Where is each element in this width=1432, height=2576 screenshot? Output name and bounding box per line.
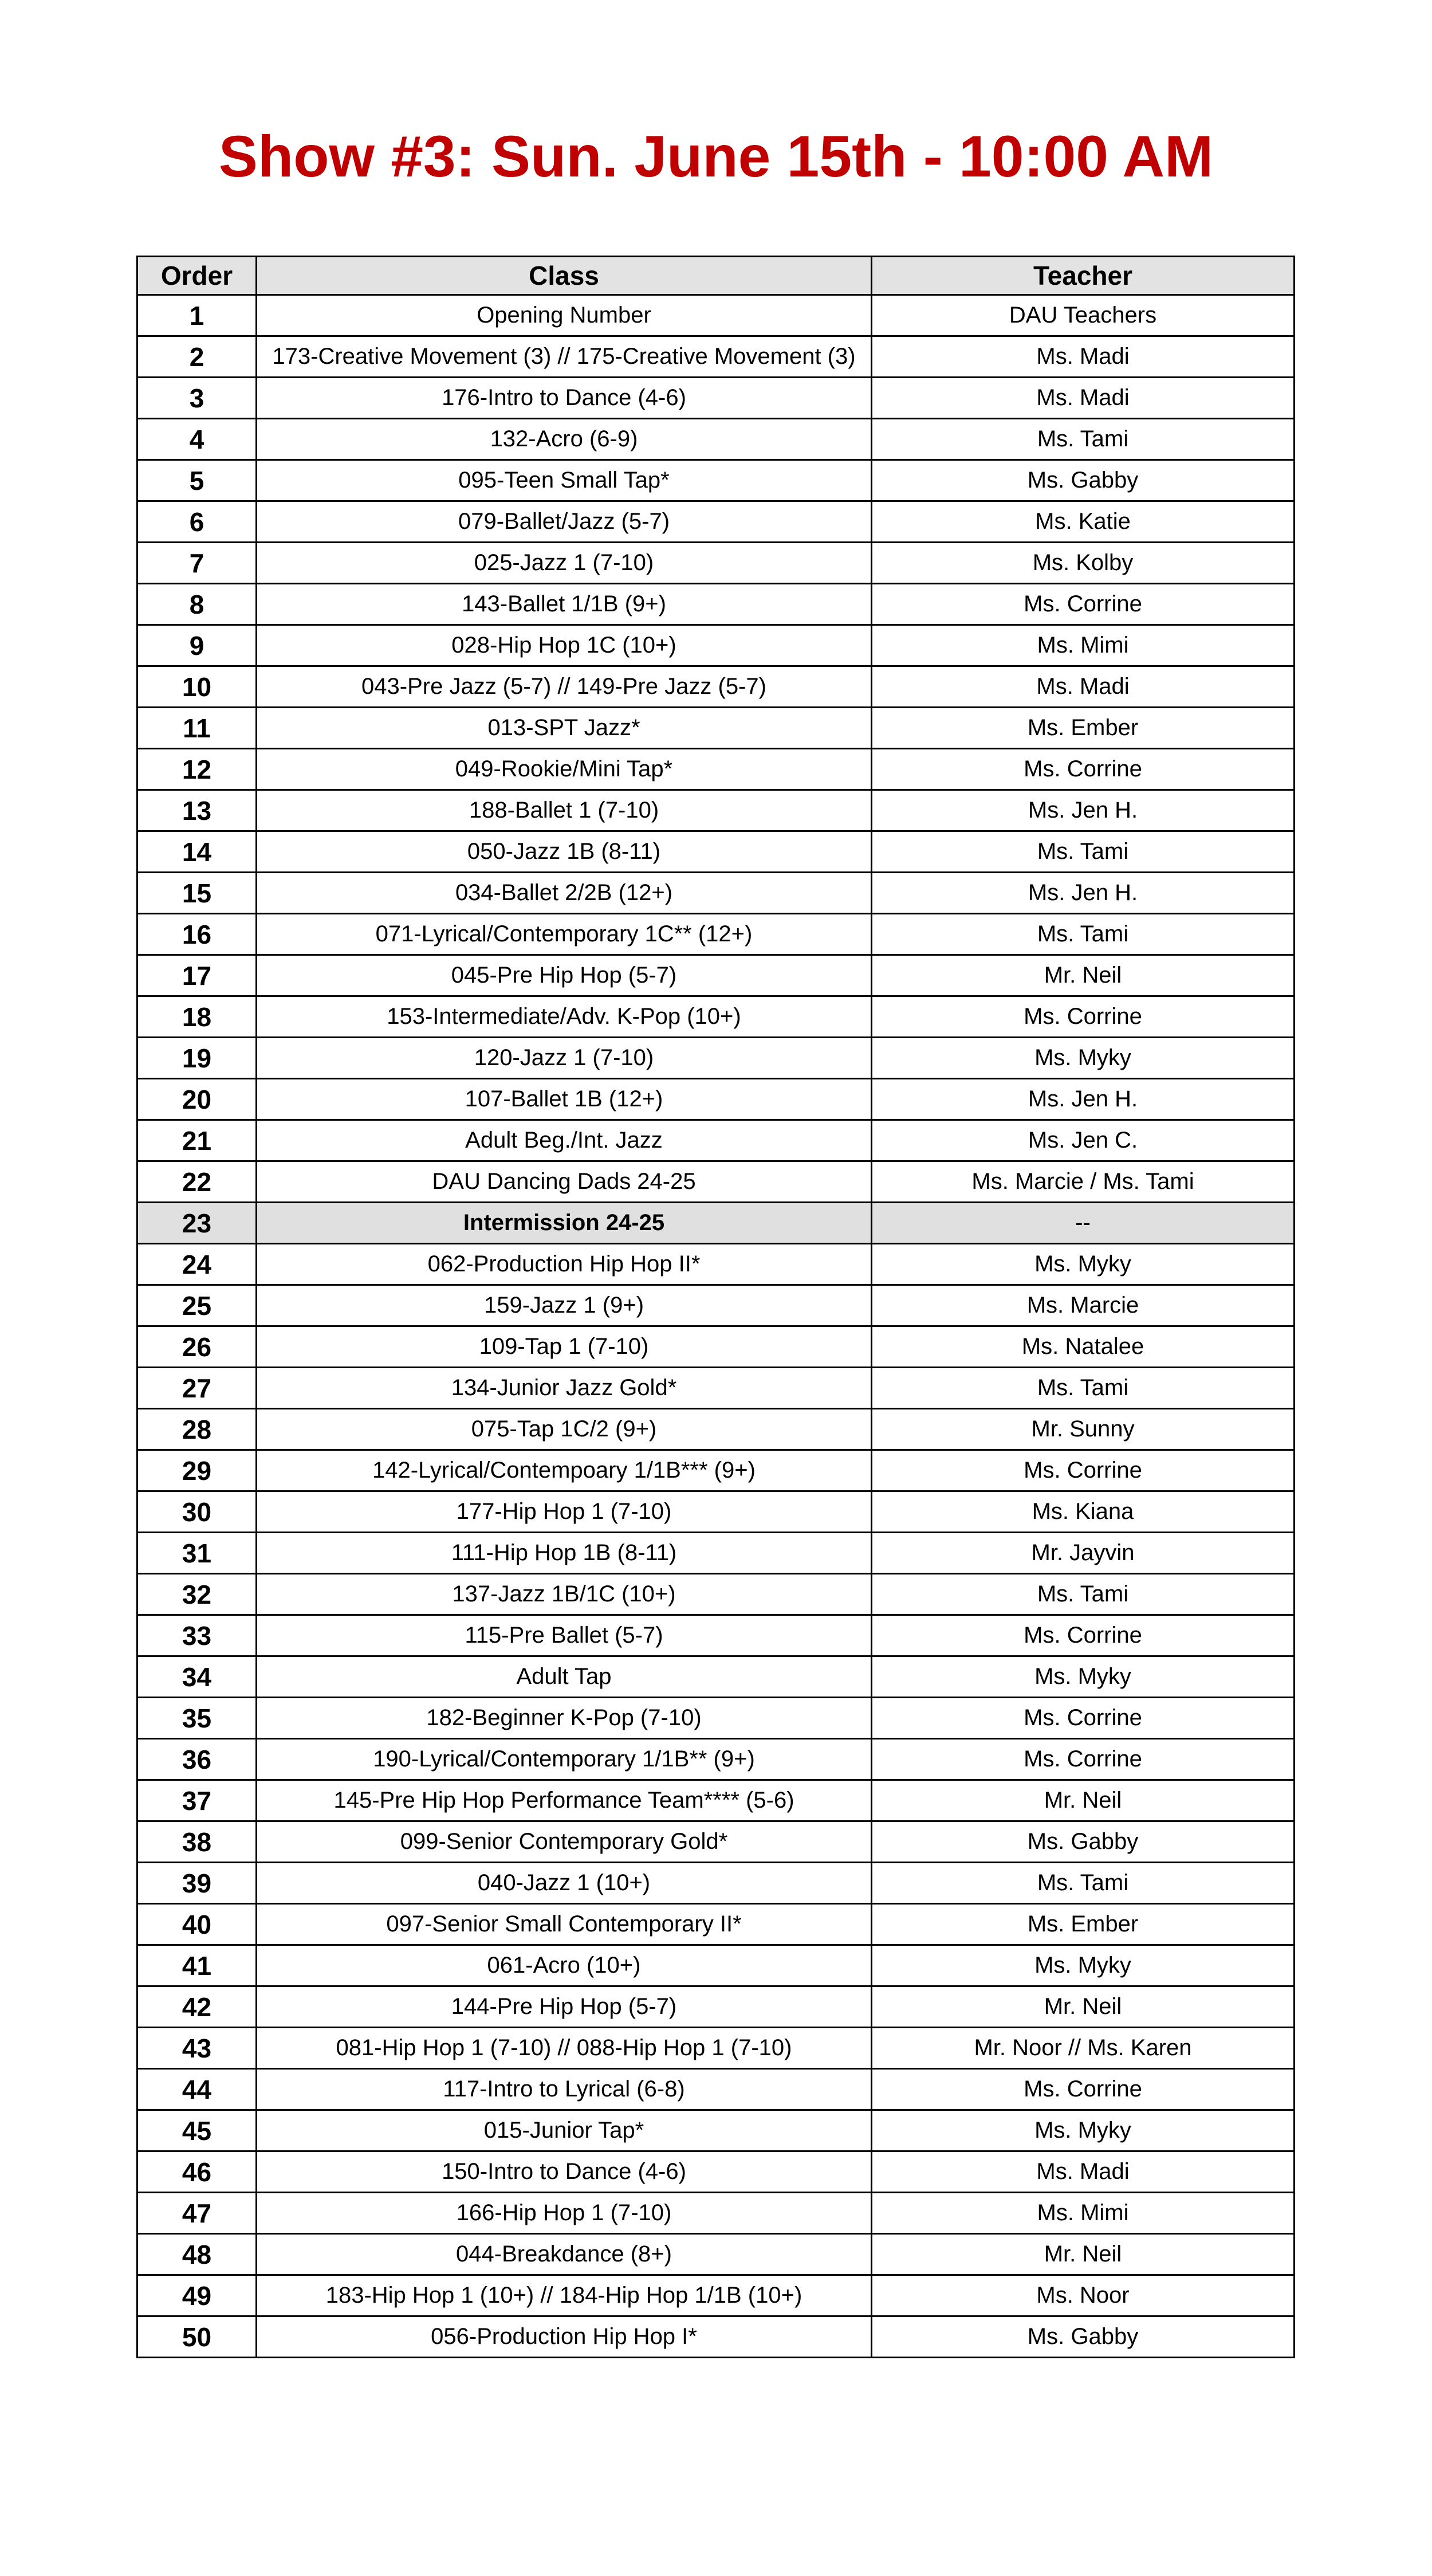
table-row bbox=[137, 460, 1295, 501]
teacher-cell: Ms. Corrine bbox=[872, 1450, 1295, 1491]
class-cell: 153-Intermediate/Adv. K-Pop (10+) bbox=[257, 996, 872, 1038]
table-row bbox=[137, 955, 1295, 996]
class-cell: Adult Tap bbox=[257, 1656, 872, 1698]
table-row bbox=[137, 625, 1295, 666]
class-cell: 099-Senior Contemporary Gold* bbox=[257, 1821, 872, 1863]
table-row bbox=[137, 708, 1295, 749]
order-cell: 24 bbox=[137, 1244, 257, 1285]
class-cell: 025-Jazz 1 (7-10) bbox=[257, 543, 872, 584]
teacher-cell: Ms. Mimi bbox=[872, 2193, 1295, 2234]
table-row bbox=[137, 378, 1295, 419]
table-row bbox=[137, 1450, 1295, 1491]
order-cell: 16 bbox=[137, 914, 257, 955]
class-cell: 182-Beginner K-Pop (7-10) bbox=[257, 1698, 872, 1739]
class-cell: 166-Hip Hop 1 (7-10) bbox=[257, 2193, 872, 2234]
order-cell: 21 bbox=[137, 1120, 257, 1161]
order-cell: 47 bbox=[137, 2193, 257, 2234]
class-cell: 044-Breakdance (8+) bbox=[257, 2234, 872, 2275]
class-cell: 120-Jazz 1 (7-10) bbox=[257, 1038, 872, 1079]
table-row bbox=[137, 1491, 1295, 1533]
order-cell: 35 bbox=[137, 1698, 257, 1739]
order-cell: 14 bbox=[137, 831, 257, 873]
table-row bbox=[137, 1533, 1295, 1574]
class-cell: 013-SPT Jazz* bbox=[257, 708, 872, 749]
class-cell: 177-Hip Hop 1 (7-10) bbox=[257, 1491, 872, 1533]
teacher-cell: Ms. Myky bbox=[872, 1038, 1295, 1079]
teacher-cell: Ms. Tami bbox=[872, 1863, 1295, 1904]
teacher-cell: Ms. Gabby bbox=[872, 460, 1295, 501]
teacher-cell: Ms. Tami bbox=[872, 831, 1295, 873]
teacher-cell: Ms. Myky bbox=[872, 1244, 1295, 1285]
teacher-cell: Ms. Tami bbox=[872, 914, 1295, 955]
table-row bbox=[137, 584, 1295, 625]
teacher-cell: Mr. Noor // Ms. Karen bbox=[872, 2028, 1295, 2069]
table-row bbox=[137, 2234, 1295, 2275]
teacher-cell: Mr. Neil bbox=[872, 1986, 1295, 2028]
class-cell: 132-Acro (6-9) bbox=[257, 419, 872, 460]
teacher-cell: Ms. Corrine bbox=[872, 584, 1295, 625]
class-cell: 075-Tap 1C/2 (9+) bbox=[257, 1409, 872, 1450]
teacher-cell: Mr. Neil bbox=[872, 1780, 1295, 1821]
table-row bbox=[137, 2028, 1295, 2069]
teacher-cell: Ms. Jen H. bbox=[872, 1079, 1295, 1120]
teacher-cell: Ms. Corrine bbox=[872, 1615, 1295, 1656]
teacher-cell: Mr. Jayvin bbox=[872, 1533, 1295, 1574]
class-cell: 095-Teen Small Tap* bbox=[257, 460, 872, 501]
teacher-cell: Ms. Mimi bbox=[872, 625, 1295, 666]
class-cell: 062-Production Hip Hop II* bbox=[257, 1244, 872, 1285]
teacher-cell: Ms. Madi bbox=[872, 378, 1295, 419]
teacher-cell: -- bbox=[872, 1203, 1295, 1244]
order-cell: 46 bbox=[137, 2151, 257, 2193]
table-row bbox=[137, 336, 1295, 378]
order-cell: 42 bbox=[137, 1986, 257, 2028]
teacher-column-header: Teacher bbox=[872, 257, 1295, 295]
table-row bbox=[137, 1986, 1295, 2028]
teacher-cell: Ms. Madi bbox=[872, 666, 1295, 708]
table-row bbox=[137, 1368, 1295, 1409]
class-cell: 109-Tap 1 (7-10) bbox=[257, 1326, 872, 1368]
table-row bbox=[137, 873, 1295, 914]
table-row bbox=[137, 666, 1295, 708]
teacher-cell: Ms. Katie bbox=[872, 501, 1295, 543]
order-cell: 17 bbox=[137, 955, 257, 996]
order-cell: 37 bbox=[137, 1780, 257, 1821]
order-column-header: Order bbox=[137, 257, 257, 295]
teacher-cell: Ms. Marcie bbox=[872, 1285, 1295, 1326]
table-row bbox=[137, 2069, 1295, 2110]
table-row bbox=[137, 914, 1295, 955]
teacher-cell: Ms. Marcie / Ms. Tami bbox=[872, 1161, 1295, 1203]
class-cell: 097-Senior Small Contemporary II* bbox=[257, 1904, 872, 1945]
table-row bbox=[137, 2316, 1295, 2358]
teacher-cell: Ms. Kiana bbox=[872, 1491, 1295, 1533]
teacher-cell: Ms. Corrine bbox=[872, 749, 1295, 790]
table-row bbox=[137, 295, 1295, 336]
table-row bbox=[137, 2151, 1295, 2193]
class-cell: 144-Pre Hip Hop (5-7) bbox=[257, 1986, 872, 2028]
table-row bbox=[137, 1038, 1295, 1079]
class-cell: 040-Jazz 1 (10+) bbox=[257, 1863, 872, 1904]
class-cell: 145-Pre Hip Hop Performance Team**** (5-6) bbox=[257, 1780, 872, 1821]
table-row bbox=[137, 1615, 1295, 1656]
table-row bbox=[137, 1161, 1295, 1203]
class-cell: 150-Intro to Dance (4-6) bbox=[257, 2151, 872, 2193]
class-cell: 142-Lyrical/Contempoary 1/1B*** (9+) bbox=[257, 1450, 872, 1491]
order-cell: 22 bbox=[137, 1161, 257, 1203]
order-cell: 45 bbox=[137, 2110, 257, 2151]
table-header-row bbox=[137, 257, 1295, 295]
table-row bbox=[137, 1698, 1295, 1739]
teacher-cell: Ms. Natalee bbox=[872, 1326, 1295, 1368]
teacher-cell: Mr. Sunny bbox=[872, 1409, 1295, 1450]
table-row bbox=[137, 2275, 1295, 2316]
table-row bbox=[137, 996, 1295, 1038]
class-cell: Adult Beg./Int. Jazz bbox=[257, 1120, 872, 1161]
teacher-cell: Ms. Tami bbox=[872, 1574, 1295, 1615]
order-cell: 20 bbox=[137, 1079, 257, 1120]
teacher-cell: Ms. Madi bbox=[872, 2151, 1295, 2193]
table-row bbox=[137, 1656, 1295, 1698]
table-row bbox=[137, 1945, 1295, 1986]
table-row bbox=[137, 2193, 1295, 2234]
class-cell: 061-Acro (10+) bbox=[257, 1945, 872, 1986]
table-row bbox=[137, 749, 1295, 790]
teacher-cell: Ms. Gabby bbox=[872, 2316, 1295, 2358]
order-cell: 28 bbox=[137, 1409, 257, 1450]
class-cell: 056-Production Hip Hop I* bbox=[257, 2316, 872, 2358]
teacher-cell: Ms. Corrine bbox=[872, 1698, 1295, 1739]
order-cell: 38 bbox=[137, 1821, 257, 1863]
order-cell: 18 bbox=[137, 996, 257, 1038]
class-cell: 115-Pre Ballet (5-7) bbox=[257, 1615, 872, 1656]
teacher-cell: Ms. Ember bbox=[872, 1904, 1295, 1945]
teacher-cell: Ms. Myky bbox=[872, 1656, 1295, 1698]
order-cell: 4 bbox=[137, 419, 257, 460]
teacher-cell: Mr. Neil bbox=[872, 2234, 1295, 2275]
class-cell: 079-Ballet/Jazz (5-7) bbox=[257, 501, 872, 543]
table-row bbox=[137, 831, 1295, 873]
order-cell: 32 bbox=[137, 1574, 257, 1615]
table-row bbox=[137, 1120, 1295, 1161]
order-cell: 34 bbox=[137, 1656, 257, 1698]
class-cell: 107-Ballet 1B (12+) bbox=[257, 1079, 872, 1120]
teacher-cell: Ms. Noor bbox=[872, 2275, 1295, 2316]
class-cell: 071-Lyrical/Contemporary 1C** (12+) bbox=[257, 914, 872, 955]
order-cell: 40 bbox=[137, 1904, 257, 1945]
teacher-cell: Ms. Jen H. bbox=[872, 873, 1295, 914]
order-cell: 19 bbox=[137, 1038, 257, 1079]
class-cell: 188-Ballet 1 (7-10) bbox=[257, 790, 872, 831]
order-cell: 49 bbox=[137, 2275, 257, 2316]
class-cell: Intermission 24-25 bbox=[257, 1203, 872, 1244]
table-row bbox=[137, 1285, 1295, 1326]
class-cell: Opening Number bbox=[257, 295, 872, 336]
teacher-cell: Ms. Gabby bbox=[872, 1821, 1295, 1863]
order-cell: 41 bbox=[137, 1945, 257, 1986]
table-row bbox=[137, 501, 1295, 543]
order-cell: 8 bbox=[137, 584, 257, 625]
class-cell: 137-Jazz 1B/1C (10+) bbox=[257, 1574, 872, 1615]
teacher-cell: Ms. Madi bbox=[872, 336, 1295, 378]
teacher-cell: Ms. Jen C. bbox=[872, 1120, 1295, 1161]
class-cell: 015-Junior Tap* bbox=[257, 2110, 872, 2151]
table-row bbox=[137, 1079, 1295, 1120]
order-cell: 5 bbox=[137, 460, 257, 501]
class-cell: 159-Jazz 1 (9+) bbox=[257, 1285, 872, 1326]
teacher-cell: Ms. Corrine bbox=[872, 996, 1295, 1038]
teacher-cell: Ms. Jen H. bbox=[872, 790, 1295, 831]
order-cell: 29 bbox=[137, 1450, 257, 1491]
class-cell: 043-Pre Jazz (5-7) // 149-Pre Jazz (5-7) bbox=[257, 666, 872, 708]
order-cell: 26 bbox=[137, 1326, 257, 1368]
page-title: Show #3: Sun. June 15th - 10:00 AM bbox=[218, 124, 1214, 189]
order-cell: 25 bbox=[137, 1285, 257, 1326]
class-cell: 028-Hip Hop 1C (10+) bbox=[257, 625, 872, 666]
order-cell: 36 bbox=[137, 1739, 257, 1780]
order-cell: 13 bbox=[137, 790, 257, 831]
table-row bbox=[137, 1244, 1295, 1285]
table-row bbox=[137, 1821, 1295, 1863]
order-cell: 31 bbox=[137, 1533, 257, 1574]
table-row bbox=[137, 543, 1295, 584]
class-cell: 081-Hip Hop 1 (7-10) // 088-Hip Hop 1 (7-10) bbox=[257, 2028, 872, 2069]
table-row bbox=[137, 1780, 1295, 1821]
class-cell: 111-Hip Hop 1B (8-11) bbox=[257, 1533, 872, 1574]
teacher-cell: Ms. Tami bbox=[872, 1368, 1295, 1409]
order-cell: 27 bbox=[137, 1368, 257, 1409]
order-cell: 9 bbox=[137, 625, 257, 666]
table-row bbox=[137, 1863, 1295, 1904]
order-cell: 44 bbox=[137, 2069, 257, 2110]
table-row bbox=[137, 1409, 1295, 1450]
order-cell: 2 bbox=[137, 336, 257, 378]
class-cell: 134-Junior Jazz Gold* bbox=[257, 1368, 872, 1409]
class-cell: 034-Ballet 2/2B (12+) bbox=[257, 873, 872, 914]
order-cell: 48 bbox=[137, 2234, 257, 2275]
table-row bbox=[137, 790, 1295, 831]
teacher-cell: Ms. Myky bbox=[872, 1945, 1295, 1986]
table-row bbox=[137, 1574, 1295, 1615]
teacher-cell: Mr. Neil bbox=[872, 955, 1295, 996]
order-cell: 3 bbox=[137, 378, 257, 419]
order-cell: 6 bbox=[137, 501, 257, 543]
teacher-cell: Ms. Kolby bbox=[872, 543, 1295, 584]
class-cell: 045-Pre Hip Hop (5-7) bbox=[257, 955, 872, 996]
class-cell: 143-Ballet 1/1B (9+) bbox=[257, 584, 872, 625]
class-cell: 049-Rookie/Mini Tap* bbox=[257, 749, 872, 790]
teacher-cell: Ms. Corrine bbox=[872, 2069, 1295, 2110]
teacher-cell: Ms. Corrine bbox=[872, 1739, 1295, 1780]
order-cell: 43 bbox=[137, 2028, 257, 2069]
table-row bbox=[137, 2110, 1295, 2151]
teacher-cell: Ms. Myky bbox=[872, 2110, 1295, 2151]
class-cell: 173-Creative Movement (3) // 175-Creative Movement (3) bbox=[257, 336, 872, 378]
class-cell: 190-Lyrical/Contemporary 1/1B** (9+) bbox=[257, 1739, 872, 1780]
table-row bbox=[137, 1326, 1295, 1368]
class-cell: 183-Hip Hop 1 (10+) // 184-Hip Hop 1/1B (10+) bbox=[257, 2275, 872, 2316]
teacher-cell: Ms. Tami bbox=[872, 419, 1295, 460]
order-cell: 10 bbox=[137, 666, 257, 708]
class-cell: DAU Dancing Dads 24-25 bbox=[257, 1161, 872, 1203]
class-cell: 050-Jazz 1B (8-11) bbox=[257, 831, 872, 873]
intermission-row bbox=[137, 1203, 1295, 1244]
teacher-cell: DAU Teachers bbox=[872, 295, 1295, 336]
order-cell: 11 bbox=[137, 708, 257, 749]
schedule-body bbox=[137, 295, 1295, 2358]
table-row bbox=[137, 419, 1295, 460]
order-cell: 12 bbox=[137, 749, 257, 790]
class-cell: 176-Intro to Dance (4-6) bbox=[257, 378, 872, 419]
order-cell: 1 bbox=[137, 295, 257, 336]
order-cell: 30 bbox=[137, 1491, 257, 1533]
order-cell: 15 bbox=[137, 873, 257, 914]
schedule-table bbox=[136, 256, 1295, 2358]
table-row bbox=[137, 1904, 1295, 1945]
table-row bbox=[137, 1739, 1295, 1780]
class-cell: 117-Intro to Lyrical (6-8) bbox=[257, 2069, 872, 2110]
order-cell: 33 bbox=[137, 1615, 257, 1656]
order-cell: 39 bbox=[137, 1863, 257, 1904]
order-cell: 7 bbox=[137, 543, 257, 584]
teacher-cell: Ms. Ember bbox=[872, 708, 1295, 749]
order-cell: 23 bbox=[137, 1203, 257, 1244]
class-column-header: Class bbox=[257, 257, 872, 295]
order-cell: 50 bbox=[137, 2316, 257, 2358]
